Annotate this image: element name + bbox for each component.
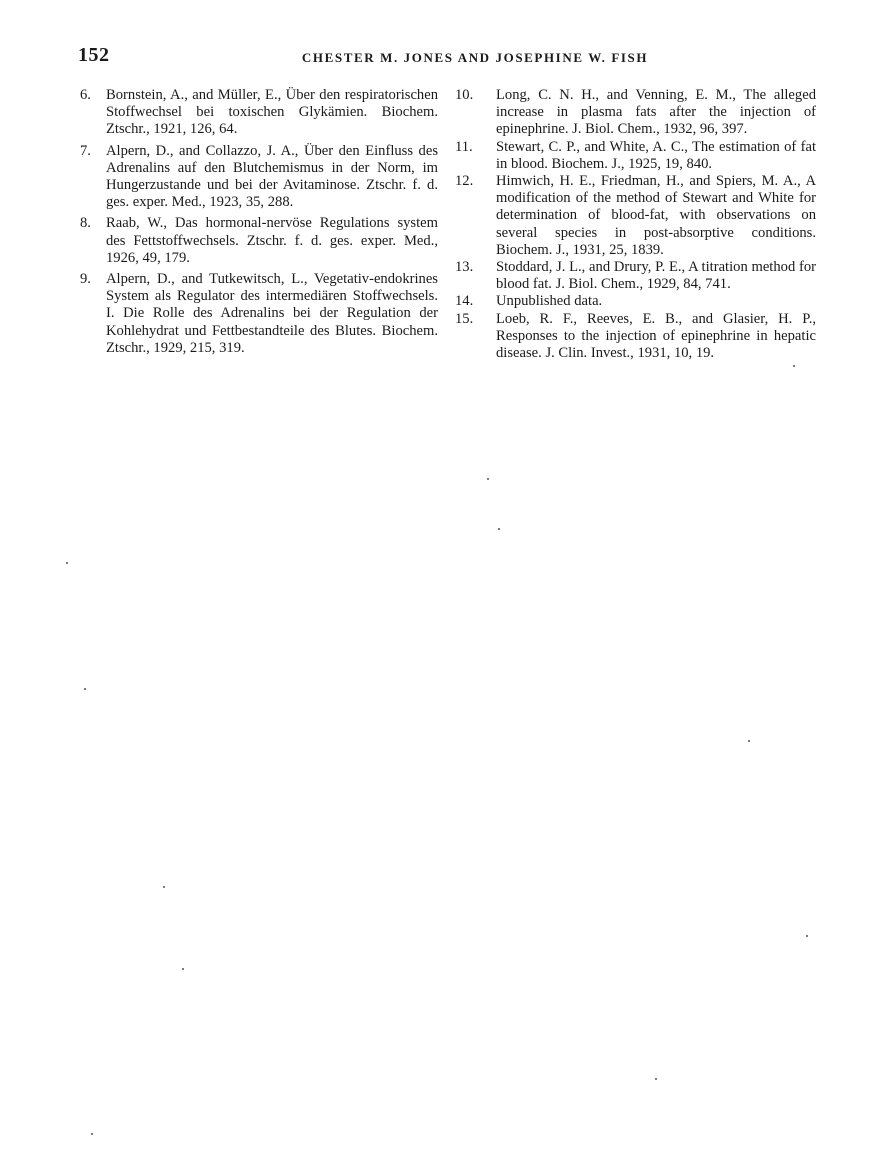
reference-text: Alpern, D., and Collazzo, J. A., Über den Einfluss des Adrenalins auf den Blutchemismus in der Norm, im Hungerzustande und bei der Avitaminose. Ztschr. f. d. ges. exper. Med., 1923, 35, 288. (106, 142, 438, 211)
scan-speck (163, 886, 165, 888)
scan-speck (655, 1078, 657, 1080)
reference-text: Raab, W., Das hormonal-nervöse Regulations system des Fettstoffwechsels. Ztschr. f. d. ges. exper. Med., 1926, 49, 179. (106, 215, 438, 266)
reference-number: 11. (455, 138, 473, 155)
reference-item (455, 293, 816, 310)
reference-item (455, 259, 816, 293)
reference-text: Bornstein, A., and Müller, E., Über den respiratorischen Stoffwechsel bei toxischen Glykämien. Biochem. Ztschr., 1921, 126, 64. (106, 87, 438, 138)
reference-item (455, 311, 816, 363)
reference-item (80, 271, 438, 357)
reference-item (80, 215, 438, 267)
reference-item (455, 139, 816, 173)
scan-speck (748, 740, 750, 742)
reference-item (80, 143, 438, 212)
reference-item (80, 87, 438, 139)
scan-speck (487, 478, 489, 480)
scan-speck (806, 935, 808, 937)
reference-number: 10. (455, 87, 474, 103)
scan-speck (182, 968, 184, 970)
reference-number: 6. (80, 87, 91, 103)
reference-text: Alpern, D., and Tutkewitsch, L., Vegetativ-endokrines System als Regulator des intermediären Stoffwechsels. I. Die Rolle des Adrenalins bei der Regulation der Kohlehydrat und Fettbestandteile des Blutes. Biochem. Ztschr., 1929, 215, 319. (106, 271, 438, 356)
scan-speck (66, 562, 68, 564)
reference-text: Loeb, R. F., Reeves, E. B., and Glasier, H. P., Responses to the injection of epinephrine in hepatic disease. J. Clin. Invest., 1931, 10, 19. (496, 310, 816, 362)
reference-number: 9. (80, 271, 91, 288)
scan-speck (498, 528, 500, 530)
reference-text: Long, C. N. H., and Venning, E. M., The alleged increase in plasma fats after the injection of epinephrine. J. Biol. Chem., 1932, 96, 397. (496, 87, 816, 138)
reference-number: 12. (455, 173, 474, 190)
reference-item (455, 87, 816, 139)
page-number: 152 (78, 44, 110, 66)
reference-number: 7. (80, 142, 91, 159)
reference-number: 13. (455, 259, 474, 276)
reference-text: Himwich, H. E., Friedman, H., and Spiers, M. A., A modification of the method of Stewart and White for determination of blood-fat, with observations on several species in post-absorptive conditions. Biochem. J., 1931, 25, 1839. (496, 173, 816, 258)
reference-item (455, 173, 816, 259)
scan-speck (84, 688, 86, 690)
reference-text: Stewart, C. P., and White, A. C., The estimation of fat in blood. Biochem. J., 1925, 19, 840. (496, 138, 816, 172)
scan-speck (91, 1133, 93, 1135)
references-left-column (80, 87, 438, 361)
reference-number: 14. (455, 293, 474, 310)
running-header: CHESTER M. JONES AND JOSEPHINE W. FISH (301, 50, 649, 65)
reference-text: Unpublished data. (496, 293, 603, 310)
scan-speck (793, 365, 795, 367)
reference-number: 8. (80, 215, 91, 232)
reference-text: Stoddard, J. L., and Drury, P. E., A titration method for blood fat. J. Biol. Chem., 1929, 84, 741. (496, 259, 816, 293)
reference-number: 15. (455, 310, 474, 327)
references-right-column (455, 87, 816, 362)
